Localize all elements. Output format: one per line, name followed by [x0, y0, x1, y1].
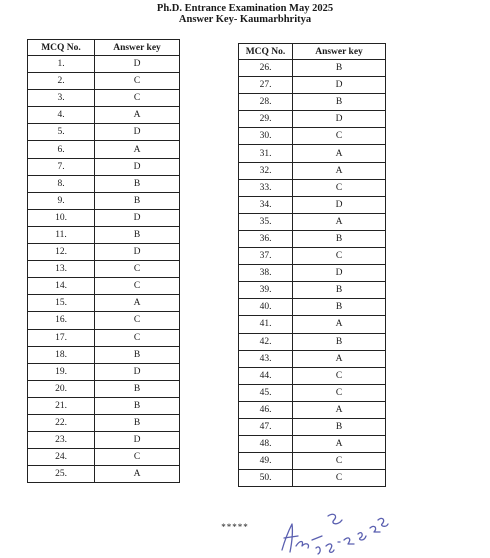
table-row [239, 111, 386, 128]
table-row [28, 346, 180, 363]
table-row [239, 145, 386, 162]
table-row [28, 380, 180, 397]
mcq-number-cell: 4. [28, 107, 95, 124]
answer-key-cell: D [95, 56, 180, 73]
mcq-number-cell: 41. [239, 316, 293, 333]
mcq-number-cell: 17. [28, 329, 95, 346]
answer-key-table-left [27, 39, 180, 483]
table-row [28, 414, 180, 431]
answer-key-cell: C [293, 248, 386, 265]
answer-key-cell: C [95, 90, 180, 107]
table-header-row [239, 44, 386, 60]
answer-key-cell: D [293, 111, 386, 128]
mcq-number-cell: 35. [239, 213, 293, 230]
mcq-number-cell: 21. [28, 397, 95, 414]
mcq-number-cell: 31. [239, 145, 293, 162]
table-row [239, 453, 386, 470]
mcq-number-cell: 46. [239, 401, 293, 418]
mcq-number-cell: 12. [28, 244, 95, 261]
answer-key-cell: B [95, 226, 180, 243]
answer-key-cell: C [293, 179, 386, 196]
mcq-number-cell: 16. [28, 312, 95, 329]
table-row [28, 432, 180, 449]
mcq-number-cell: 45. [239, 384, 293, 401]
mcq-number-cell: 20. [28, 380, 95, 397]
mcq-number-cell: 7. [28, 158, 95, 175]
mcq-number-cell: 49. [239, 453, 293, 470]
answer-key-cell: C [95, 329, 180, 346]
table-row [239, 333, 386, 350]
mcq-number-cell: 43. [239, 350, 293, 367]
table-row [28, 295, 180, 312]
table-row [28, 141, 180, 158]
table-row [28, 107, 180, 124]
exam-title: Ph.D. Entrance Examination May 2025 [156, 3, 334, 14]
answer-key-subtitle: Answer Key- Kaumarbhritya [178, 14, 312, 25]
table-row [28, 73, 180, 90]
table-row [239, 94, 386, 111]
table-row [28, 312, 180, 329]
answer-key-cell: D [293, 196, 386, 213]
mcq-number-cell: 1. [28, 56, 95, 73]
mcq-number-cell: 38. [239, 265, 293, 282]
table-row [28, 278, 180, 295]
mcq-number-cell: 23. [28, 432, 95, 449]
table-row [28, 56, 180, 73]
answer-key-cell: B [293, 282, 386, 299]
answer-key-cell: A [95, 295, 180, 312]
answer-key-cell: D [95, 244, 180, 261]
answer-key-cell: A [293, 162, 386, 179]
table-row [28, 175, 180, 192]
answer-key-cell: B [95, 192, 180, 209]
mcq-number-cell: 37. [239, 248, 293, 265]
table-row [239, 230, 386, 247]
answer-key-table-right [238, 43, 386, 487]
answer-key-cell: D [95, 124, 180, 141]
table-row [28, 124, 180, 141]
mcq-number-cell: 24. [28, 449, 95, 466]
answer-key-cell: A [293, 350, 386, 367]
mcq-number-cell: 18. [28, 346, 95, 363]
table-row [28, 449, 180, 466]
table-row [239, 401, 386, 418]
mcq-number-cell: 40. [239, 299, 293, 316]
table-row [28, 466, 180, 483]
answer-key-cell: D [95, 158, 180, 175]
table-row [239, 384, 386, 401]
answer-key-cell: B [95, 414, 180, 431]
answer-key-cell: A [293, 436, 386, 453]
answer-key-cell: D [95, 363, 180, 380]
mcq-number-cell: 8. [28, 175, 95, 192]
mcq-number-cell: 32. [239, 162, 293, 179]
end-of-document-mark: ***** [221, 522, 249, 532]
answer-key-cell: C [95, 312, 180, 329]
table-row [239, 470, 386, 487]
answer-key-cell: A [95, 141, 180, 158]
mcq-number-cell: 25. [28, 466, 95, 483]
column-header-answer-key: Answer key [293, 44, 386, 60]
table-row [28, 226, 180, 243]
answer-key-cell: B [293, 299, 386, 316]
answer-key-cell: B [95, 380, 180, 397]
answer-key-cell: A [293, 316, 386, 333]
mcq-number-cell: 27. [239, 77, 293, 94]
answer-key-cell: C [95, 278, 180, 295]
mcq-number-cell: 13. [28, 261, 95, 278]
table-row [28, 363, 180, 380]
answer-key-cell: B [95, 397, 180, 414]
mcq-number-cell: 11. [28, 226, 95, 243]
table-row [239, 213, 386, 230]
mcq-number-cell: 48. [239, 436, 293, 453]
answer-key-cell: C [95, 73, 180, 90]
mcq-number-cell: 3. [28, 90, 95, 107]
table-row [28, 90, 180, 107]
answer-key-cell: A [95, 466, 180, 483]
table-row [28, 244, 180, 261]
answer-key-cell: D [293, 77, 386, 94]
handwritten-signature [272, 506, 392, 556]
answer-key-cell: B [293, 333, 386, 350]
table-row [239, 179, 386, 196]
mcq-number-cell: 9. [28, 192, 95, 209]
answer-key-cell: C [95, 449, 180, 466]
table-row [28, 397, 180, 414]
table-row [239, 248, 386, 265]
mcq-number-cell: 14. [28, 278, 95, 295]
mcq-number-cell: 44. [239, 367, 293, 384]
table-row [239, 299, 386, 316]
answer-key-cell: C [293, 453, 386, 470]
answer-key-cell: C [293, 367, 386, 384]
column-header-mcq: MCQ No. [28, 40, 95, 56]
answer-key-cell: B [293, 230, 386, 247]
answer-key-cell: D [95, 209, 180, 226]
answer-key-cell: B [293, 60, 386, 77]
table-row [239, 282, 386, 299]
answer-key-cell: A [293, 145, 386, 162]
answer-key-cell: B [95, 346, 180, 363]
answer-key-cell: D [95, 432, 180, 449]
table-row [28, 192, 180, 209]
table-row [239, 128, 386, 145]
mcq-number-cell: 22. [28, 414, 95, 431]
table-row [28, 209, 180, 226]
table-row [28, 158, 180, 175]
table-row [239, 60, 386, 77]
answer-key-cell: A [293, 213, 386, 230]
table-row [239, 265, 386, 282]
mcq-number-cell: 50. [239, 470, 293, 487]
mcq-number-cell: 29. [239, 111, 293, 128]
mcq-number-cell: 2. [28, 73, 95, 90]
mcq-number-cell: 15. [28, 295, 95, 312]
answer-key-cell: C [293, 470, 386, 487]
mcq-number-cell: 47. [239, 418, 293, 435]
answer-key-cell: B [95, 175, 180, 192]
table-header-row [28, 40, 180, 56]
answer-key-cell: C [293, 128, 386, 145]
mcq-number-cell: 19. [28, 363, 95, 380]
answer-key-cell: C [293, 384, 386, 401]
mcq-number-cell: 5. [28, 124, 95, 141]
table-row [239, 367, 386, 384]
table-row [239, 162, 386, 179]
table-row [239, 77, 386, 94]
table-row [239, 196, 386, 213]
answer-key-cell: B [293, 94, 386, 111]
mcq-number-cell: 6. [28, 141, 95, 158]
mcq-number-cell: 42. [239, 333, 293, 350]
mcq-number-cell: 36. [239, 230, 293, 247]
answer-key-cell: D [293, 265, 386, 282]
table-row [239, 436, 386, 453]
table-row [239, 350, 386, 367]
mcq-number-cell: 26. [239, 60, 293, 77]
answer-key-cell: B [293, 418, 386, 435]
table-row [28, 261, 180, 278]
mcq-number-cell: 33. [239, 179, 293, 196]
mcq-number-cell: 28. [239, 94, 293, 111]
table-row [239, 418, 386, 435]
answer-key-cell: A [293, 401, 386, 418]
table-row [239, 316, 386, 333]
answer-key-cell: A [95, 107, 180, 124]
mcq-number-cell: 34. [239, 196, 293, 213]
table-row [28, 329, 180, 346]
answer-key-cell: C [95, 261, 180, 278]
column-header-answer-key: Answer key [95, 40, 180, 56]
column-header-mcq: MCQ No. [239, 44, 293, 60]
mcq-number-cell: 10. [28, 209, 95, 226]
mcq-number-cell: 30. [239, 128, 293, 145]
mcq-number-cell: 39. [239, 282, 293, 299]
